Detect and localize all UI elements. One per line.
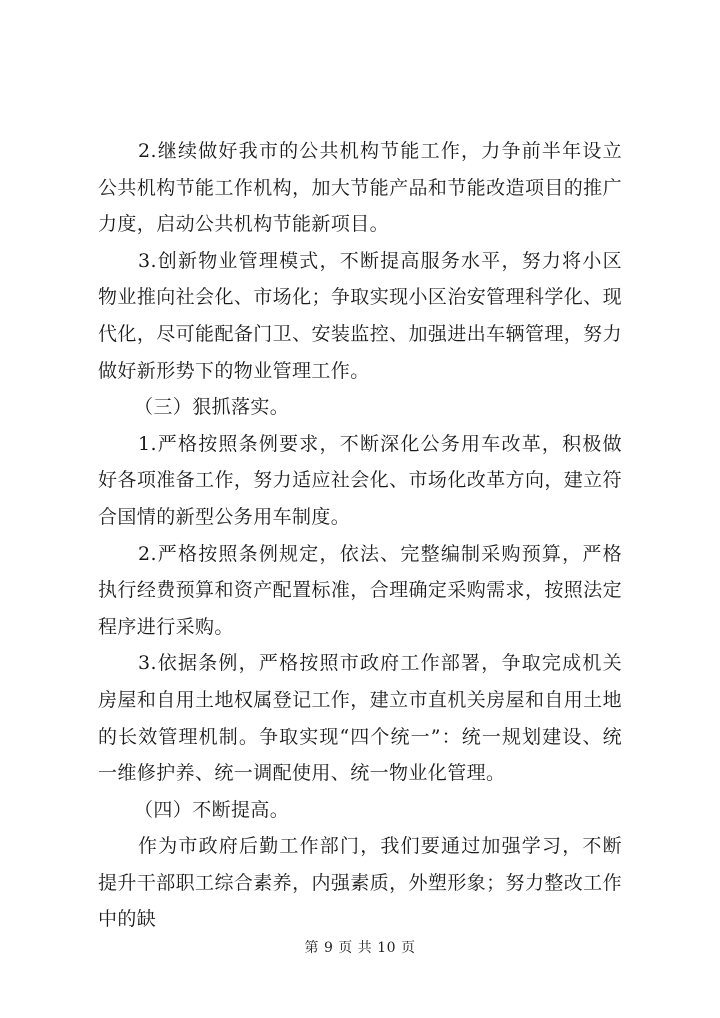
paragraph-vehicle-reform: 1.严格按照条例要求，不断深化公务用车改革，积极做好各项准备工作，努力适应社会化、市场化改革方向，建立符合国情的新型公务用车制度。 [98,432,622,528]
paragraph-staff-quality: 作为市政府后勤工作部门，我们要通过加强学习，不断提升干部职工综合素养，内强素质，外塑形象；努力整改工作中的缺 [98,835,622,931]
paragraph-energy-saving: 2.继续做好我市的公共机构节能工作，力争前半年设立公共机构节能工作机构，加大节能产品和节能改造项目的推广力度，启动公共机构节能新项目。 [98,140,622,236]
paragraph-property-management: 3.创新物业管理模式，不断提高服务水平，努力将小区物业推向社会化、市场化；争取实现小区治安管理科学化、现代化，尽可能配备门卫、安装监控、加强进出车辆管理，努力做好新形势下的物业管理工作。 [98,249,622,382]
document-body [98,133,622,938]
section-heading-implementation: （三）狠抓落实。 [134,396,290,419]
paragraph-procurement-budget: 2.严格按照条例规定，依法、完整编制采购预算，严格执行经费预算和资产配置标准，合理确定采购需求，按照法定程序进行采购。 [98,542,622,638]
section-heading-improvement: （四）不断提高。 [134,798,290,821]
page-number-footer: 第 9 页 共 10 页 [304,940,416,956]
paragraph-property-registration: 3.依据条例，严格按照市政府工作部署，争取完成机关房屋和自用土地权属登记工作，建立市直机关房屋和自用土地的长效管理机制。争取实现“四个统一”：统一规划建设、统一维修护养、统一调配使用、统一物业化管理。 [98,652,622,785]
